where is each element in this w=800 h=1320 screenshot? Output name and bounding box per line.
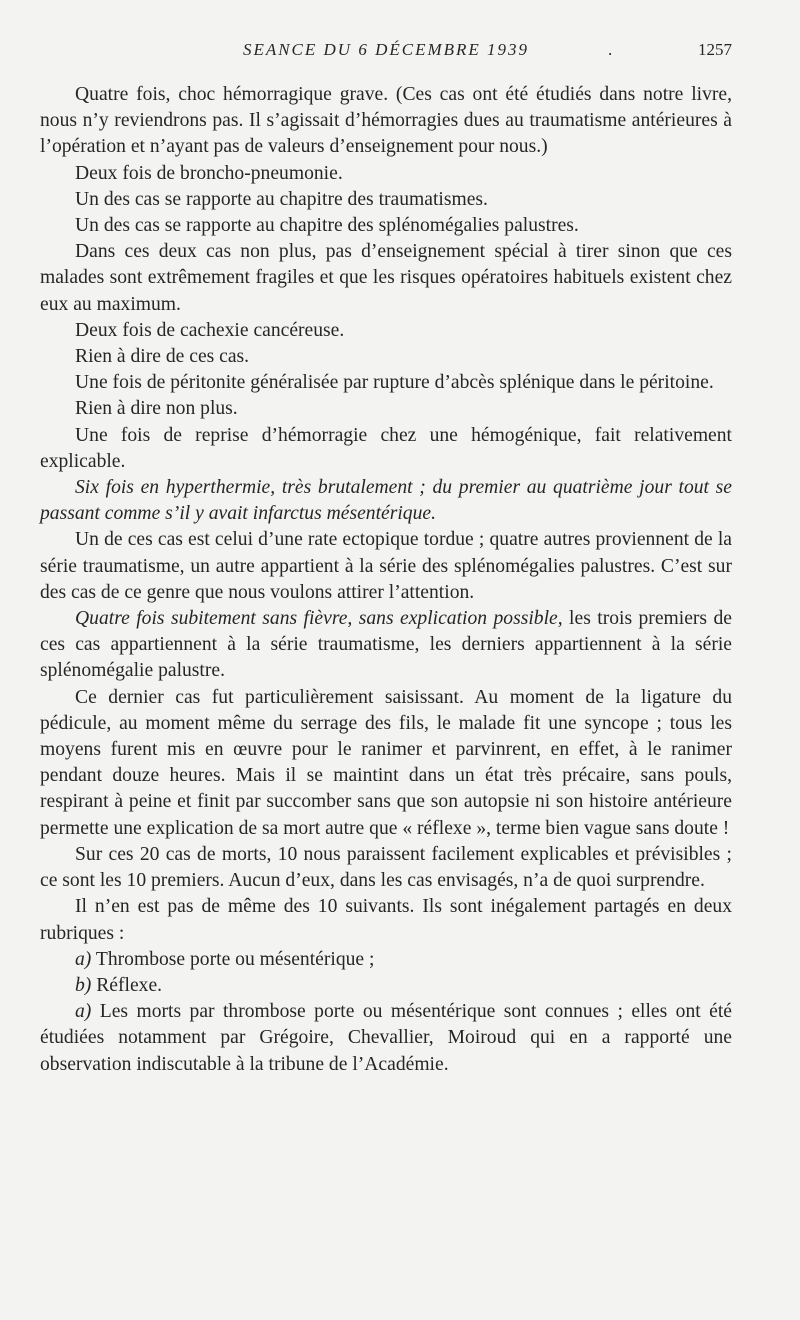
body-text: [40, 82, 732, 1078]
paragraph: Dans ces deux cas non plus, pas d’enseignement spécial à tirer sinon que ces malades sont extrêmement fragiles et que les risques opératoires habituels existent chez eux au maximum.: [40, 241, 732, 315]
paragraph: Ce dernier cas fut particulièrement saisissant. Au moment de la ligature du pédicule, au moment même du serrage des fils, le malade fit une syncope ; tous les moyens furent mis en œuvre pour le ranimer et parvinrent, en effet, à le ranimer pendant douze heures. Mais il se maintint dans un état très précaire, sans pouls, respirant à peine et finit par succomber sans que son autopsie ni son histoire antérieure permette une explication de sa mort autre que « réflexe », terme bien vague sans doute !: [40, 686, 732, 839]
paragraph: a) Les morts par thrombose porte ou mésentérique sont connues ; elles ont été étudiées notamment par Grégoire, Chevallier, Moiroud qui en a rapporté une observation indiscutable à la tribune de l’Académie.: [40, 1001, 732, 1075]
list-item: b) Réflexe.: [75, 974, 163, 996]
paragraph: Deux fois de broncho-pneumonie.: [75, 162, 343, 184]
paragraph: Un des cas se rapporte au chapitre des traumatismes.: [75, 188, 488, 210]
paragraph: Une fois de péritonite généralisée par rupture d’abcès splénique dans le péritoine.: [75, 372, 714, 394]
paragraph: Un des cas se rapporte au chapitre des splénomégalies palustres.: [75, 215, 579, 237]
paragraph: Sur ces 20 cas de morts, 10 nous paraissent facilement explicables et prévisibles ; ce sont les 10 premiers. Aucun d’eux, dans les cas envisagés, n’a de quoi surprendre.: [40, 843, 732, 892]
page-number: 1257: [698, 40, 732, 59]
paragraph: Un de ces cas est celui d’une rate ectopique tordue ; quatre autres proviennent de la série traumatisme, un autre appartient à la série des splénomégalies palustres. C’est sur des cas de ce genre que nous voulons attirer l’attention.: [40, 529, 732, 603]
paragraph: Rien à dire non plus.: [75, 398, 238, 420]
paragraph: Rien à dire de ces cas.: [75, 346, 250, 368]
paragraph: Une fois de reprise d’hémorragie chez une hémogénique, fait relativement explicable.: [40, 424, 732, 472]
page-header: [40, 38, 732, 68]
paragraph: Quatre fois subitement sans fièvre, sans explication possible, les trois premiers de ces cas appartiennent à la série traumatisme, les derniers appartiennent à la série splénomégalie palustre.: [40, 608, 732, 682]
header-separator: .: [608, 40, 613, 59]
italic-paragraph: Six fois en hyperthermie, très brutalement ; du premier au quatrième jour tout se passant comme s’il y avait infarctus mésentérique.: [40, 477, 732, 525]
paragraph: Quatre fois, choc hémorragique grave. (Ces cas ont été étudiés dans notre livre, nous n’y reviendrons pas. Il s’agissait d’hémorragies dues au traumatisme antérieures à l’opération et n’ayant pas de valeurs d’enseignement pour nous.): [40, 84, 732, 158]
paragraph: Il n’en est pas de même des 10 suivants. Ils sont inégalement partagés en deux rubriques :: [40, 896, 732, 944]
list-item: a) Thrombose porte ou mésentérique ;: [75, 948, 375, 970]
running-title: SEANCE DU 6 DÉCEMBRE 1939: [242, 40, 530, 59]
paragraph: Deux fois de cachexie cancéreuse.: [75, 319, 345, 341]
